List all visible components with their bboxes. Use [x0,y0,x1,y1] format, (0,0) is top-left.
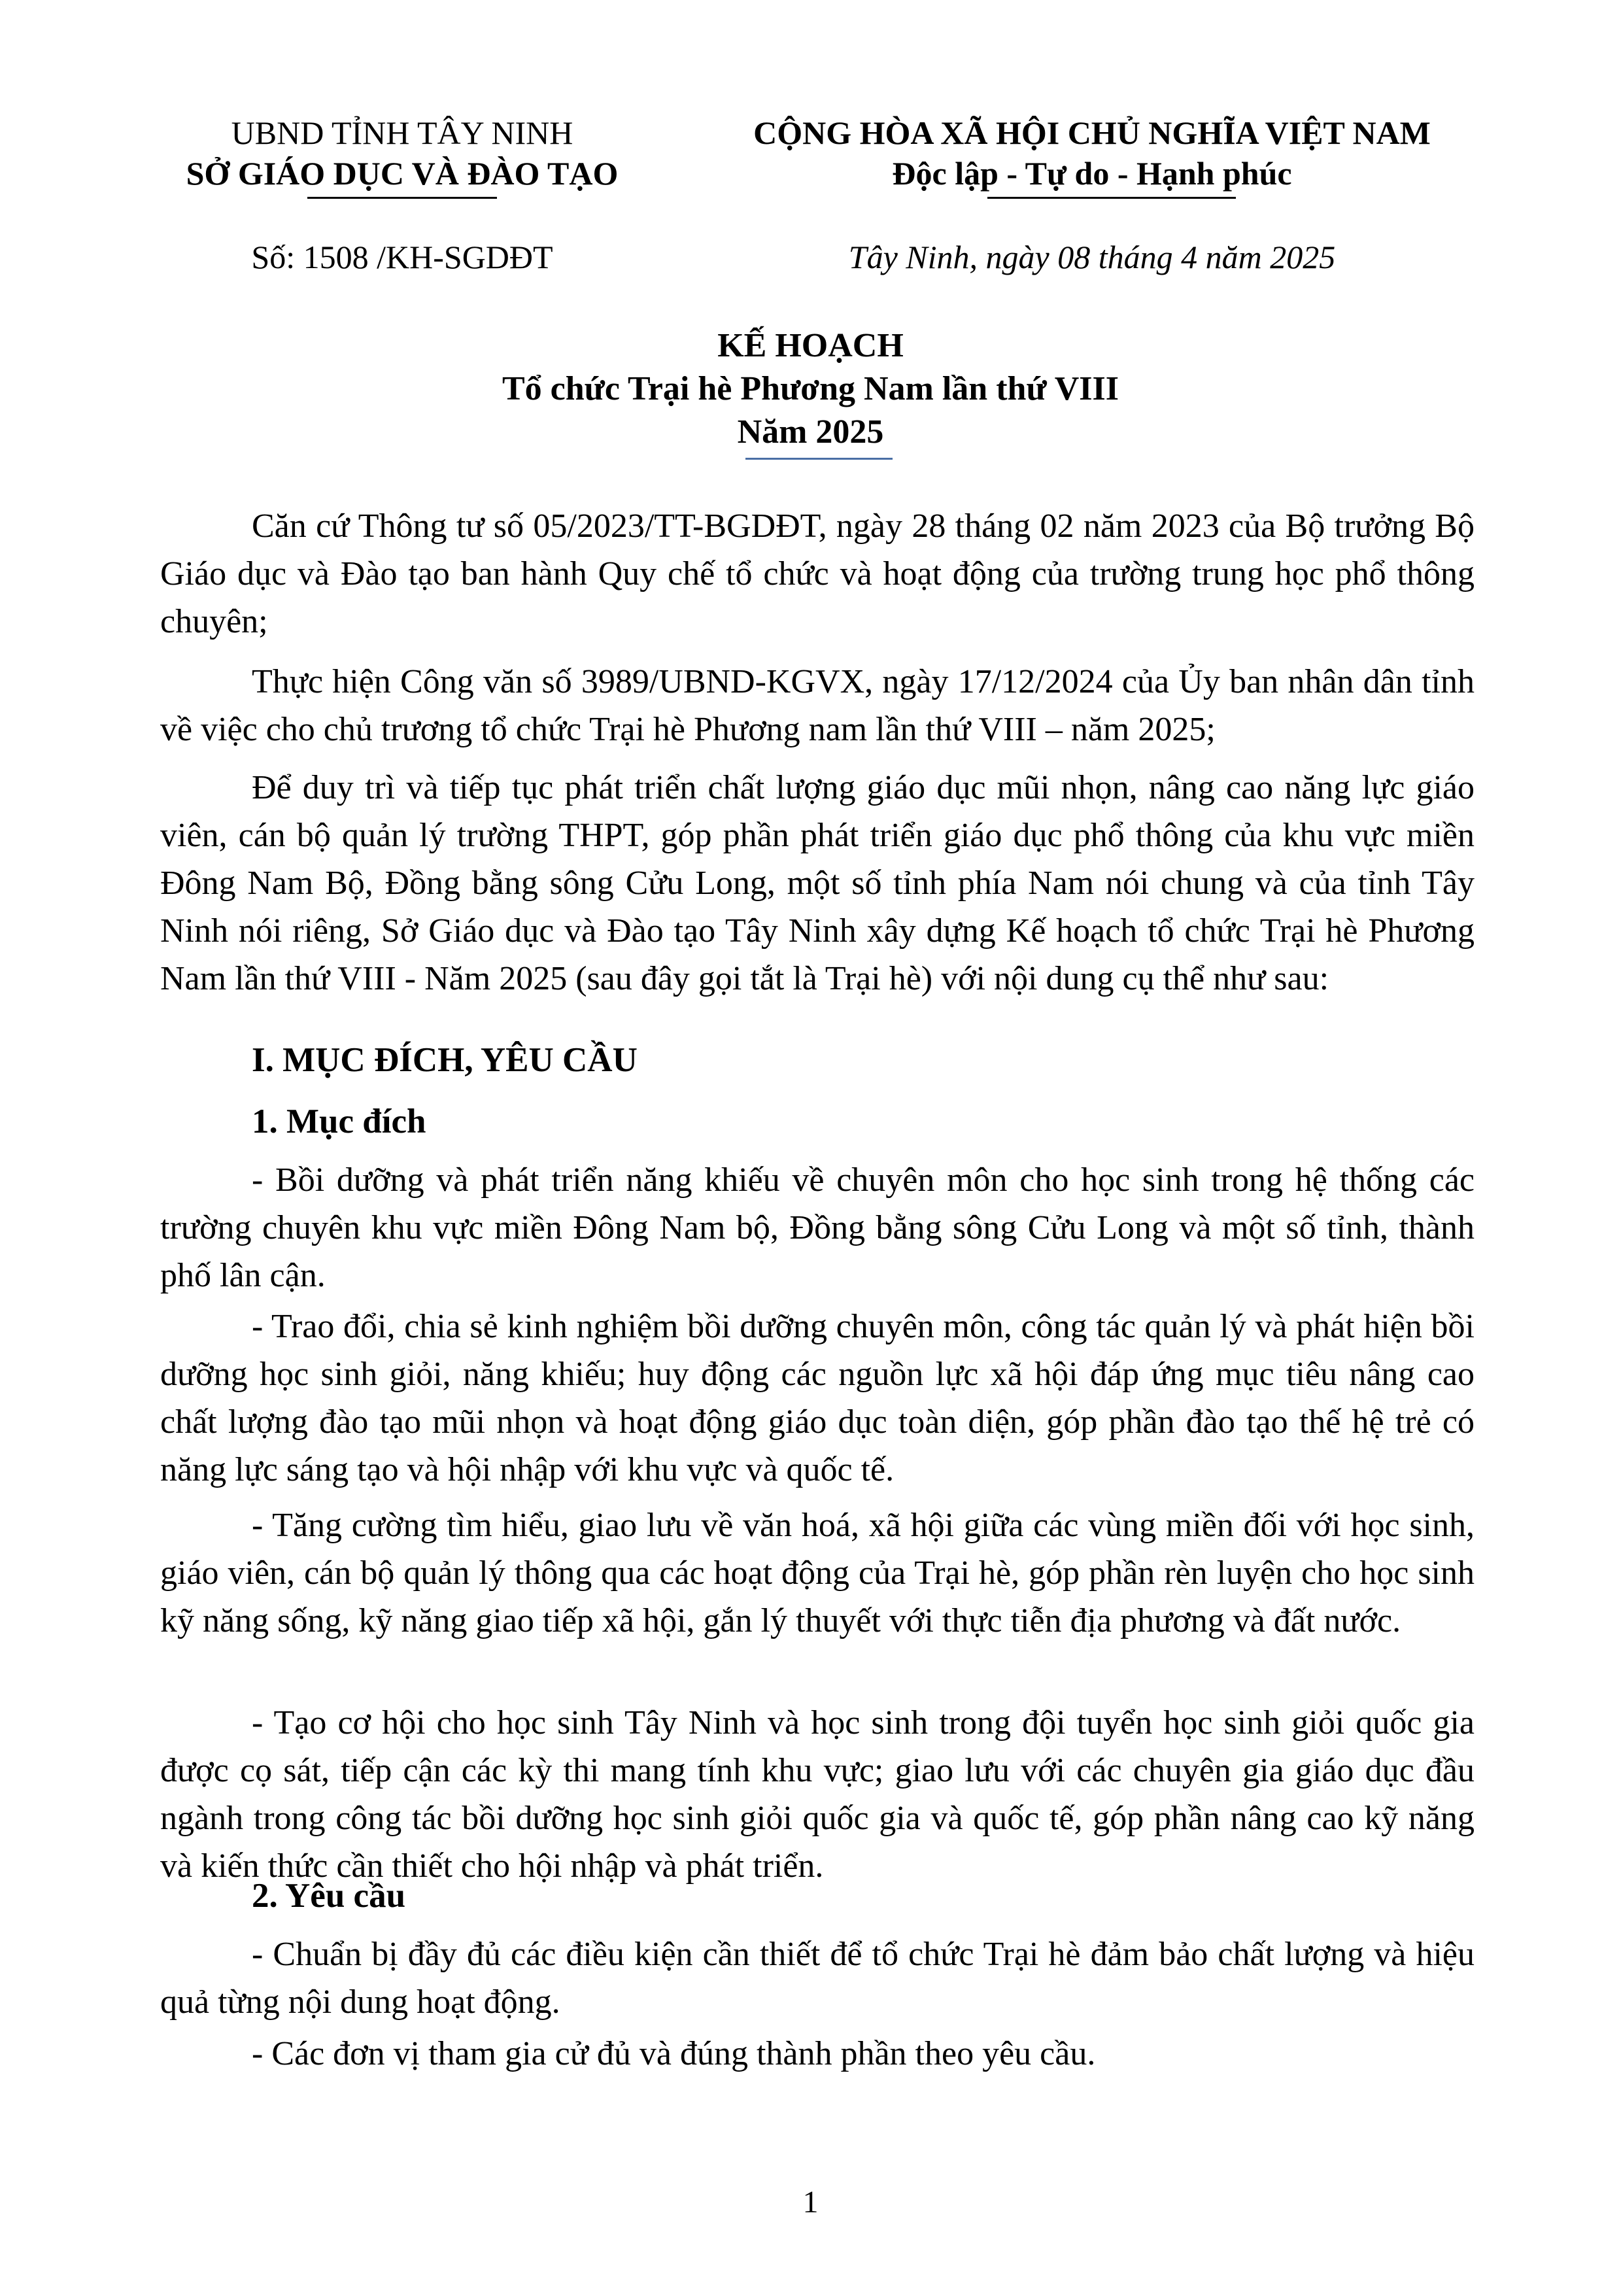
list-item: - Chuẩn bị đầy đủ các điều kiện cần thiết để tổ chức Trại hè đảm bảo chất lượng và hiệu quả từng nội dung hoạt động. [160,1936,1475,2021]
subsection-2-heading: 2. Yêu cầu [252,1877,406,1915]
paragraph-implementation: Thực hiện Công văn số 3989/UBND-KGVX, ngày 17/12/2024 của Ủy ban nhân dân tỉnh về việc cho chủ trương tổ chức Trại hè Phương nam lần thứ VIII – năm 2025; [160,663,1475,748]
paragraph-legal-basis: Căn cứ Thông tư số 05/2023/TT-BGDĐT, ngày 28 tháng 02 năm 2023 của Bộ trưởng Bộ Giáo dục và Đào tạo ban hành Quy chế tổ chức và hoạt động của trường trung học phổ thông chuyên; [160,507,1475,640]
place-date: Tây Ninh, ngày 08 tháng 4 năm 2025 [848,239,1336,275]
org-name-line1: UBND TỈNH TÂY NINH [231,114,573,151]
motto-underline [987,197,1236,199]
document-subject-title: Tổ chức Trại hè Phương Nam lần thứ VIII [502,370,1119,407]
subsection-1-heading: 1. Mục đích [252,1103,426,1140]
nation-motto: Độc lập - Tự do - Hạnh phúc [892,155,1292,192]
list-item: - Tăng cường tìm hiểu, giao lưu về văn hoá, xã hội giữa các vùng miền đối với học sinh, giáo viên, cán bộ quản lý thông qua các hoạt động của Trại hè, góp phần rèn luyện cho học sinh kỹ năng sống, kỹ năng giao tiếp xã hội, gắn lý thuyết với thực tiễn địa phương và đất nước. [160,1507,1475,1639]
nation-name: CỘNG HÒA XÃ HỘI CHỦ NGHĨA VIỆT NAM [753,114,1431,151]
page-number: 1 [802,2185,819,2219]
section-1-heading: I. MỤC ĐÍCH, YÊU CẦU [252,1041,638,1079]
list-item: - Tạo cơ hội cho học sinh Tây Ninh và học sinh trong đội tuyển học sinh giỏi quốc gia được cọ sát, tiếp cận các kỳ thi mang tính khu vực; giao lưu với các chuyên gia giáo dục đầu ngành trong công tác bồi dưỡng học sinh giỏi quốc gia và quốc tế, góp phần nâng cao kỹ năng và kiến thức cần thiết cho hội nhập và phát triển. [160,1704,1475,1885]
document-number: Số: 1508 /KH-SGDĐT [251,239,553,275]
document-type-title: KẾ HOẠCH [717,327,904,364]
paragraph-purpose-intro: Để duy trì và tiếp tục phát triển chất lượng giáo dục mũi nhọn, nâng cao năng lực giáo viên, cán bộ quản lý trường THPT, góp phần phát triển giáo dục phổ thông của khu vực miền Đông Nam Bộ, Đồng bằng sông Cửu Long, một số tỉnh phía Nam nói chung và của tỉnh Tây Ninh nói riêng, Sở Giáo dục và Đào tạo Tây Ninh xây dựng Kế hoạch tổ chức Trại hè Phương Nam lần thứ VIII - Năm 2025 (sau đây gọi tắt là Trại hè) với nội dung cụ thể như sau: [160,769,1475,997]
org-name-line2: SỞ GIÁO DỤC VÀ ĐÀO TẠO [186,155,619,192]
list-item: - Bồi dưỡng và phát triển năng khiếu về chuyên môn cho học sinh trong hệ thống các trường chuyên khu vực miền Đông Nam bộ, Đồng bằng sông Cửu Long và một số tỉnh, thành phố lân cận. [160,1161,1475,1294]
list-item: - Trao đổi, chia sẻ kinh nghiệm bồi dưỡng chuyên môn, công tác quản lý và phát hiện bồi dưỡng học sinh giỏi, năng khiếu; huy động các nguồn lực xã hội đáp ứng mục tiêu nâng cao chất lượng đào tạo mũi nhọn và hoạt động giáo dục toàn diện, góp phần đào tạo thế hệ trẻ có năng lực sáng tạo và hội nhập với khu vực và quốc tế. [160,1308,1475,1488]
document-year-title: Năm 2025 [737,413,884,451]
list-item: - Các đơn vị tham gia cử đủ và đúng thành phần theo yêu cầu. [252,2035,1096,2072]
title-underline [745,458,893,460]
org-underline [307,197,497,199]
